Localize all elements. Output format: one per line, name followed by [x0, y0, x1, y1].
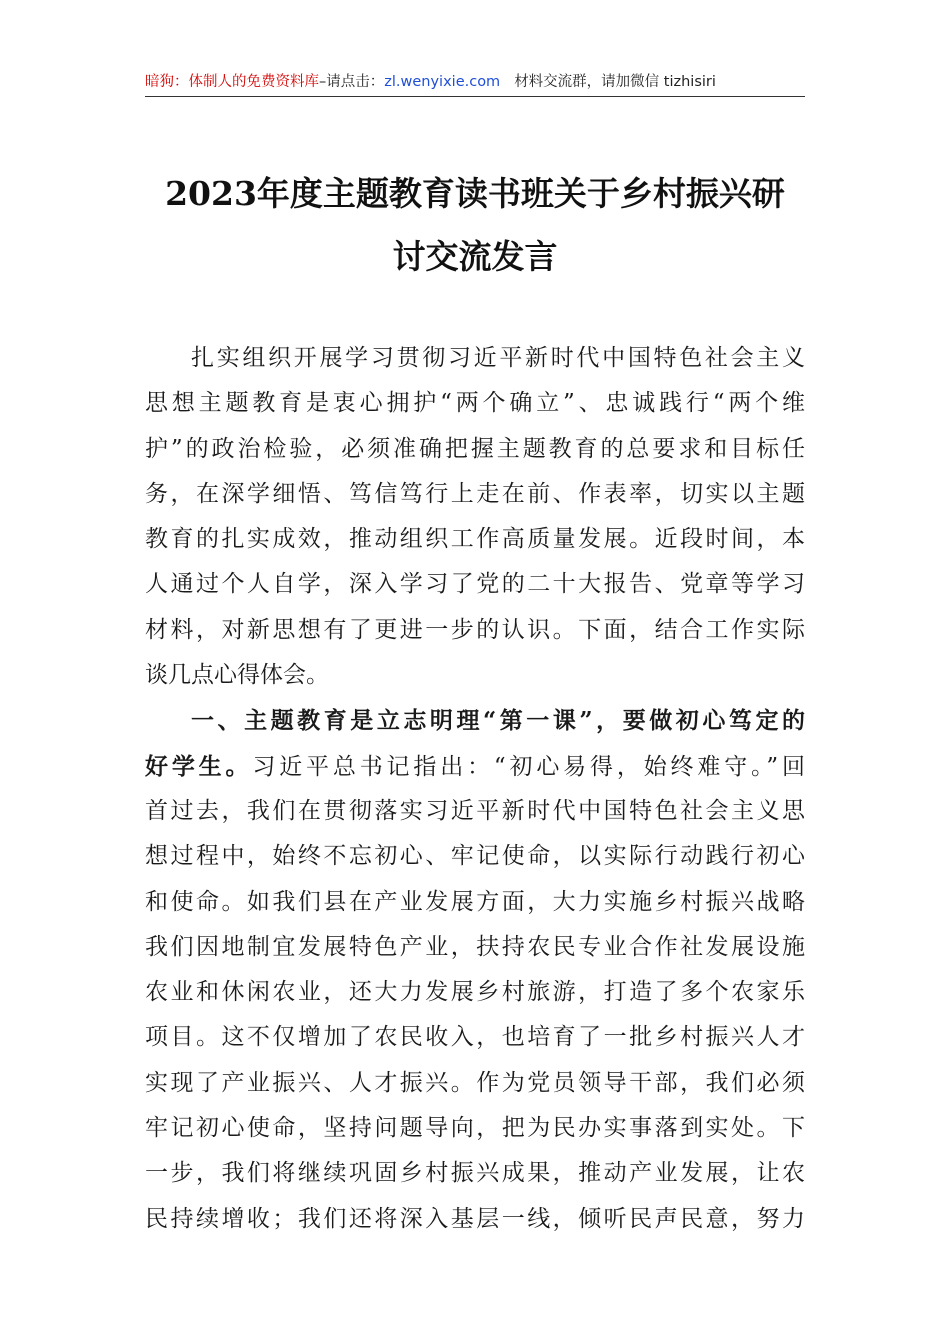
- section-heading-1: 一、主题教育是立志明理“第一课”，要做初心笃定的: [191, 707, 805, 735]
- body-line: 一步，我们将继续巩固乡村振兴成果，推动产业发展，让农: [145, 1160, 805, 1187]
- body-text: 习近平总书记指出：“初心易得，始终难守。”回: [252, 753, 805, 780]
- body-line: 实现了产业振兴、人才振兴。作为党员领导干部，我们必须: [145, 1069, 805, 1096]
- body-line: 和使命。如我们县在产业发展方面，大力实施乡村振兴战略: [145, 888, 805, 915]
- body-line: 思想主题教育是衷心拥护“两个确立”、忠诚践行“两个维: [145, 390, 805, 417]
- body-line: 农业和休闲农业，还大力发展乡村旅游，打造了多个农家乐: [145, 979, 805, 1006]
- title-line-2: 讨交流发言: [392, 237, 558, 276]
- header-group-text: 材料交流群，请加微信 tizhisiri: [514, 74, 716, 90]
- header-site-name: 暗狗：体制人的免费资料库: [145, 74, 319, 90]
- section-heading-continuation: [145, 744, 805, 789]
- body-line: 想过程中，始终不忘初心、牢记使命，以实际行动践行初心: [145, 843, 805, 870]
- body-line: 谈几点心得体会。: [145, 662, 329, 689]
- header-click-text: –请点击：: [319, 74, 385, 90]
- body-line: 我们因地制宜发展特色产业，扶持农民专业合作社发展设施: [145, 933, 805, 960]
- body-line: 护”的政治检验，必须准确把握主题教育的总要求和目标任: [145, 435, 805, 462]
- page-header: [145, 70, 805, 94]
- body-line: 首过去，我们在贯彻落实习近平新时代中国特色社会主义思: [145, 797, 805, 824]
- document-body: [145, 336, 805, 1242]
- body-line: 扎实组织开展学习贯彻习近平新时代中国特色社会主义: [191, 345, 805, 371]
- body-line: 教育的扎实成效，推动组织工作高质量发展。近段时间，本: [145, 526, 805, 553]
- header-url-link[interactable]: zl.wenyixie.com: [384, 74, 501, 90]
- body-line: 牢记初心使命，坚持问题导向，把为民办实事落到实处。下: [145, 1115, 805, 1142]
- body-line: 务，在深学细悟、笃信笃行上走在前、作表率，切实以主题: [145, 480, 805, 507]
- body-line: 民持续增收；我们还将深入基层一线，倾听民声民意，努力: [145, 1205, 805, 1232]
- header-divider: [145, 96, 805, 97]
- document-title: [145, 162, 805, 288]
- title-line-1: 2023年度主题教育读书班关于乡村振兴研: [165, 174, 785, 213]
- body-line: 人通过个人自学，深入学习了党的二十大报告、党章等学习: [145, 571, 805, 598]
- section-heading-bold-end: 好学生。: [145, 752, 253, 780]
- body-line: 材料，对新思想有了更进一步的认识。下面，结合工作实际: [145, 616, 805, 643]
- body-line: 项目。这不仅增加了农民收入，也培育了一批乡村振兴人才: [145, 1024, 805, 1051]
